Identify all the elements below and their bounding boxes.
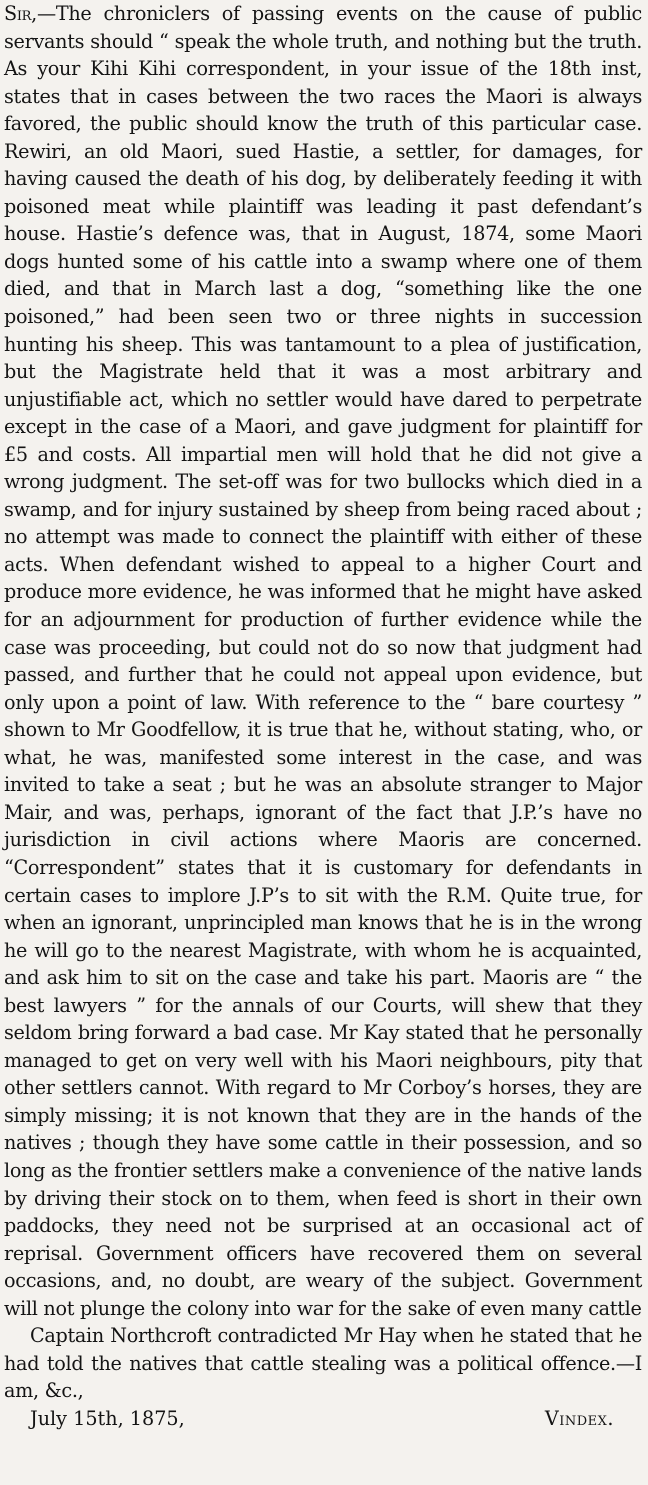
salutation: Sir, — [4, 2, 37, 25]
letter-body-paragraph — [4, 0, 642, 1322]
letter-date: July 15th, 1875, — [30, 1406, 185, 1430]
letter-body-text: —The chroniclers of passing events on the cause of public servants should “ speak the whole truth, and nothing but the truth. As your Kihi Kihi correspondent, in your issue of the 18th inst, states that in cases between the two races the Maori is always favored, the public should know the truth of this particular case. Rewiri, an old Maori, sued Hastie, a settler, for damages, for having caused the death of his dog, by deliberately feeding it with poisoned meat while plaintiff was leading it past defendant’s house. Hastie’s defence was, that in August, 1874, some Maori dogs hunted some of his cattle into a swamp where one of them died, and that in March last a dog, “something like the one poisoned,” had been seen two or three nights in succession hunting his sheep. This was tantamount to a plea of justification, but the Magistrate held that it was a most arbitrary and unjustifiable act, which no settler would have dared to perpetrate except in the case of a Maori, and gave judgment for plaintiff for £5 and costs. All impartial men will hold that he did not give a wrong judgment. The set-off was for two bullocks which died in a swamp, and for injury sustained by sheep from being raced about ; no attempt was made to connect the plaintiff with either of these acts. When defendant wished to appeal to a higher Court and produce more evidence, he was informed that he might have asked for an adjournment for production of further evidence while the case was proceeding, but could not do so now that judgment had passed, and further that he could not appeal upon evidence, but only upon a point of law. With reference to the “ bare courtesy ” shown to Mr Goodfellow, it is true that he, without stating, who, or what, he was, manifested some interest in the case, and was invited to take a seat ; but he was an absolute stranger to Major Mair, and was, perhaps, ignorant of the fact that J.P.’s have no jurisdiction in civil actions where Maoris are concerned. “Correspondent” states that it is customary for defendants in certain cases to implore J.P’s to sit with the R.M. Quite true, for when an ignorant, unprincipled man knows that he is in the wrong he will go to the nearest Magistrate, with whom he is acquainted, and ask him to sit on the case and take his part. Maoris are “ the best lawyers ” for the annals of our Courts, will shew that they seldom bring forward a bad case. Mr Kay stated that he personally managed to get on very well with his Maori neighbours, pity that other settlers cannot. With regard to Mr Corboy’s horses, they are simply missing; it is not known that they are in the hands of the natives ; though they have some cattle in their possession, and so long as the frontier settlers make a convenience of the native lands by driving their stock on to them, when feed is short in their own paddocks, they need not be surprised at an occasional act of reprisal. Government officers have recovered them on several occasions, and, no doubt, are weary of the subject. Government will not plunge the colony into war for the sake of even many cattle — [4, 2, 642, 1320]
postscript-paragraph: Captain Northcroft contradicted Mr Hay when he stated that he had told the natives that cattle stealing was a political offence.—I am, &c., — [4, 1324, 642, 1403]
signoff — [4, 1405, 642, 1433]
signature: Vindex. — [544, 1406, 614, 1430]
